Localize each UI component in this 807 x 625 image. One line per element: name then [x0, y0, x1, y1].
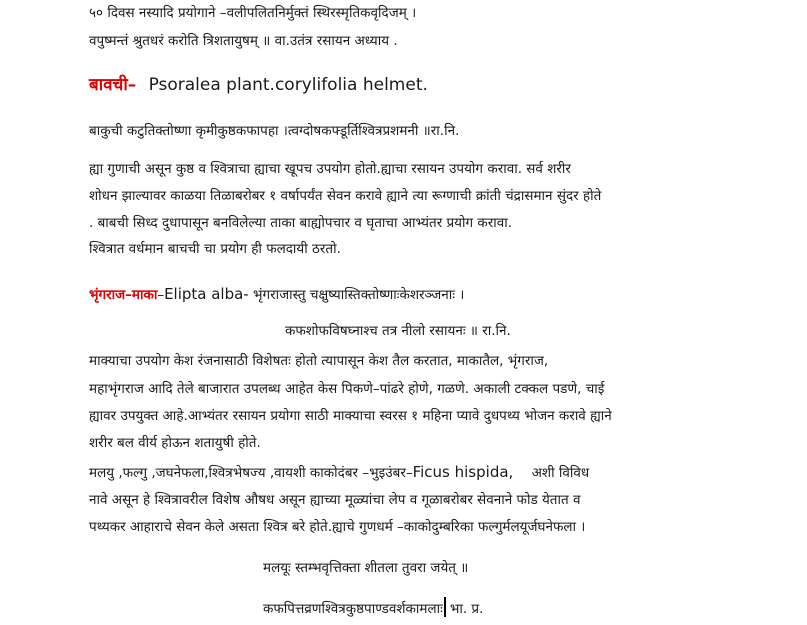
text-line: श्वित्रात वर्धमान बाचची चा प्रयोग ही फलदायी ठरतो.	[89, 241, 341, 257]
text-line: नावे असून हे श्वित्रावरील विशेष औषध असून ह्याच्या मूळ्यांचा लेप व गूळाबरोबर सेवनाने फोड येतात व	[89, 492, 581, 508]
section-heading-bhringaraj	[89, 285, 464, 304]
text-line: पथ्यकर आहाराचे सेवन केले असता श्वित्र बरे होते.ह्याचे गुणधर्म –काकोदुम्बरिका फल्गुर्मलयूर्जघनेफला ।	[89, 519, 586, 535]
verse-line: कफशोफविषघ्नाश्च तत्र नीलो रसायनः ॥ रा.नि.	[285, 323, 511, 339]
text-line: शोधन झाल्यावर काळया तिळाबरोबर १ वर्षापर्यंत सेवन करावे ह्याने त्या रूग्णाची क्रांती चंद्रासमान सुंदर होते	[89, 188, 602, 204]
verse-source: भा. प्र.	[449, 601, 484, 617]
verse-line	[263, 597, 483, 618]
heading-verse: भृंगराजास्तु चक्षुष्यास्तिक्तोष्णाःकेशरञ्जनाः ।	[253, 287, 465, 303]
text-line: बाकुची कटुतिक्तोष्णा कृमीकुष्ठकफापहा ।त्वग्दोषकफ्डूर्तिश्वित्रप्रशमनी ॥रा.नि.	[89, 123, 460, 139]
text-cursor	[444, 597, 446, 617]
latin-name: Ficus hispida,	[412, 463, 514, 481]
text-line: वपुष्मन्तं श्रुतधरं करोति त्रिशतायुषम् ॥ वा.उतंत्र रसायन अध्याय .	[89, 33, 398, 49]
text-segment: मलयु ,फल्गु ,जघनेफला,श्वित्रभेषज्य ,वायशी काकोदंबर –भुइउंबर–	[89, 465, 413, 481]
text-line	[89, 463, 589, 482]
text-line: माक्याचा उपयोग केश रंजनासाठी विशेषतः होतो त्यापासून केश तैल करतात, माकातैल, भृंगराज,	[89, 353, 549, 369]
heading-title: बावची–	[89, 75, 137, 95]
heading-separator: –	[157, 287, 165, 303]
section-heading-bavachi	[89, 76, 428, 95]
text-segment: अशी विविध	[531, 465, 590, 481]
verse-line: मलयूः स्तम्भवृत्तिक्ता शीतला तुवरा जयेत् ॥	[263, 560, 469, 576]
text-line: शरीर बल वीर्य होऊन शतायुषी होते.	[89, 435, 261, 451]
heading-title: भृंगराज–माका	[89, 287, 158, 303]
text-line: ह्यावर उपयुक्त आहे.आभ्यंतर रसायन प्रयोगा साठी माक्याचा स्वरस १ महिना प्यावे दुधपथ्य भोजन करावे ह्याने	[89, 408, 612, 424]
text-line: ह्या गुणाची असून कुष्ठ व श्वित्राचा ह्याचा खूपच उपयोग होतो.ह्याचा रसायन उपयोग करावा. सर्व शरीर	[89, 161, 571, 177]
heading-latin-name: Psoralea plant.corylifolia helmet.	[148, 75, 428, 95]
text-line: महाभृंगराज आदि तेले बाजारात उपलब्ध आहेत केस पिकणे–पांढरे होणे, गळणे. अकाली टक्कल पडणे, चाई	[89, 381, 605, 397]
heading-latin-name: Elipta alba-	[164, 285, 249, 303]
verse-text: कफपित्तव्रणश्वित्रकुष्ठपाण्डवर्शकामलाः	[263, 601, 443, 617]
text-line: ५० दिवस नस्यादि प्रयोगाने –वलीपलितनिर्मुक्तं स्थिरस्मृतिकवृदिजम् ।	[89, 5, 417, 21]
text-line: . बाबची सिध्द दुधापासून बनविलेल्या ताका बाह्योपचार व घृताचा आभ्यंतर प्रयोग करावा.	[89, 215, 513, 231]
